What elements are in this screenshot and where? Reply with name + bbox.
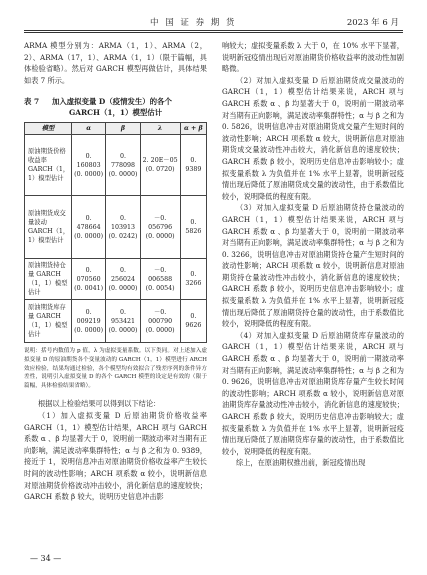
paragraph-point-3: （3）对加入虚拟变量 D 后原油期货持仓量波动的 GARCH（1，1）模型估计结果来说，ARCH 项与 GARCH 系数 α 、β 均显著大于 0，说明前一期波动率对当期有正向影响，满足波动率集群特性；α 与 β 之和为 0. 3266，说明信息冲击对原油期货持仓量产生短时间的波动性影响；ARCH 项系数 α 较小，说明新信息对原油期货持仓量波动性冲击较小，消化新信息的速度较快；GARCH 系数 β 较小，说明历史信息冲击影响较小；虚拟变量系数 λ 为负值并在 1% 水平上显著，说明新冠疫情出现后降低了原油期货持仓量的波动性，由于系数值比较小，说明降低的程度有限。 <box>222 203 404 329</box>
table-row <box>25 259 207 300</box>
alpha-cell: 0. 009219 (0. 0000) <box>72 300 106 343</box>
header-rule-thin <box>24 32 403 33</box>
table-caption-text: 加入虚拟变量 D（疫情发生）的各个 <box>52 97 172 107</box>
paragraph-summary: 综上，在原油期权推出前，新冠疫情出现 <box>236 458 366 468</box>
paragraph-point-1-continued: 响较大；虚拟变量系数 λ 大于 0，在 10% 水平下显著，说明新冠疫情出现后对原油期货价格收益率的波动性加剧略微。 <box>222 41 404 74</box>
lambda-cell: －0. 056796 (0. 0000) <box>140 196 180 259</box>
model-cell: 原油期货价格收益率 GARCH（1，1）模型估计 <box>25 135 72 196</box>
paragraph-point-4: （4）对加入虚拟变量 D 后原油期货库存量波动的 GARCH（1，1）模型估计结果来说，ARCH 项与 GARCH 系数 α 、β 均显著大于 0，说明前一期波动率对当期有正向影响，满足波动率集群特性；α 与 β 之和为 0. 9626，说明信息冲击对原油期货库存量产生较长时间的波动性影响；ARCH 项系数 α 较小，说明新信息对原油期货库存量波动性冲击较小，消化新信息的速度较快；GARCH 系数 β 较大，说明历史信息冲击影响较大；虚拟变量系数 λ 为负值并在 1% 水平上显著，说明新冠疫情出现后降低了原油期货库存量的波动性，由于系数值比较小，说明降低的程度有限。 <box>222 330 404 456</box>
sum-cell: 0. 5826 <box>180 196 206 259</box>
beta-cell: 0. 256024 (0. 0000) <box>106 259 140 300</box>
header-beta: β <box>106 123 140 135</box>
alpha-cell: 0. 160803 (0. 0000) <box>72 135 106 196</box>
sum-cell: 0. 9626 <box>180 300 206 343</box>
right-column <box>222 40 404 469</box>
table-number: 表 7 <box>24 97 40 107</box>
paragraph-intro: ARMA 模型分别为：ARMA（1，1）、ARMA（2，2）、ARMA（17，1）、ARMA（1，1）（限于篇幅，具体检验省略）。然后对 GARCH 模型再做估计，具体结果如表 7 所示。 <box>24 41 207 85</box>
beta-cell: 0. 778098 (0. 0000) <box>106 135 140 196</box>
paragraph-point-1: （1）加入虚拟变量 D 后原油期货价格收益率 GARCH（1，1）模型估计结果，ARCH 项与 GARCH 系数 α 、β 均显著大于 0，说明前一期波动率对当期有正向影响，满足波动率集群特性；α 与 β 之和为 0. 9389，接近于 1，说明信息冲击对原油期货价格收益率产生较长时间的波动性影响；ARCH 项系数 α 较小，说明新信息对原油期货价格波动冲击较小，消化新信息的速度较快；GARCH 系数 β 较大，说明历史信息冲击影 <box>24 410 207 502</box>
lambda-cell: －0. 000790 (0. 0000) <box>140 300 180 343</box>
alpha-cell: 0. 478664 (0. 0000) <box>72 196 106 259</box>
table-caption-subtext: GARCH（1，1）模型估计 <box>68 108 163 118</box>
table-caption <box>24 96 207 118</box>
header-alpha: α <box>72 123 106 135</box>
alpha-cell: 0. 070560 (0. 0041) <box>72 259 106 300</box>
model-cell: 原油期货成交量波动 GARCH（1，1）模型估计 <box>25 196 72 259</box>
garch-estimation-table <box>24 122 207 343</box>
header-model: 模型 <box>25 123 72 135</box>
table-header-row <box>25 123 207 135</box>
header-alpha-plus-beta: α + β <box>180 123 206 135</box>
table-row <box>25 196 207 259</box>
lambda-cell: 2. 20E－05 (0. 0720) <box>140 135 180 196</box>
table-row <box>25 135 207 196</box>
paragraph-conclusion-lead: 根据以上检验结果可以得到以下结论： <box>38 399 161 409</box>
issue-date: 2023 年 6 月 <box>346 18 399 28</box>
beta-cell: 0. 103913 (0. 0242) <box>106 196 140 259</box>
model-cell: 原油期货持仓量 GARCH（1，1）模型估计 <box>25 259 72 300</box>
lambda-cell: －0. 006588 (0. 0054) <box>140 259 180 300</box>
model-cell: 原油期货库存量 GARCH（1，1）模型估计 <box>25 300 72 343</box>
header-rule <box>24 30 403 31</box>
left-column <box>24 40 207 503</box>
sum-cell: 0. 9389 <box>180 135 206 196</box>
header-lambda: λ <box>140 123 180 135</box>
sum-cell: 0. 3266 <box>180 259 206 300</box>
paragraph-point-2: （2）对加入虚拟变量 D 后原油期货成交量波动的 GARCH（1，1）模型估计结果来说，ARCH 项与 GARCH 系数 α 、β 均显著大于 0，说明前一期波动率对当期有正向影响，满足波动率集群特性；α 与 β 之和为 0. 5826，说明信息冲击对原油期货成交量产生短时间的波动性影响；ARCH 项系数 α 较大，说明新信息对原油期货成交量波动性冲击较大，消化新信息的速度较快；GARCH 系数 β 较小，说明历史信息冲击影响较小；虚拟变量系数 λ 为负值并在 1% 水平上显著，说明新冠疫情出现后降低了原油期货成交量的波动性，由于系数值比较小，说明降低的程度有限。 <box>222 75 404 201</box>
beta-cell: 0. 953421 (0. 0000) <box>106 300 140 343</box>
page-number: — 34 — <box>30 554 62 563</box>
table-note: 说明：括号内数值为 p 值，λ 为虚拟变量系数。以下类同。对上述加入虚拟变量 D 的原油期货各个变量波动的 GARCH（1，1）模型进行 ARCH 效应检验，结果均通过检验，各个模型均有效拟合了残差序列的条件异方差性，说明引入虚拟变量 D 的各个 GARCH 模型的设定是有效的（限于篇幅，具体检验结果省略）。 <box>24 348 207 389</box>
table-row <box>25 300 207 343</box>
journal-title: 中 国 证 券 期 货 <box>150 18 237 28</box>
